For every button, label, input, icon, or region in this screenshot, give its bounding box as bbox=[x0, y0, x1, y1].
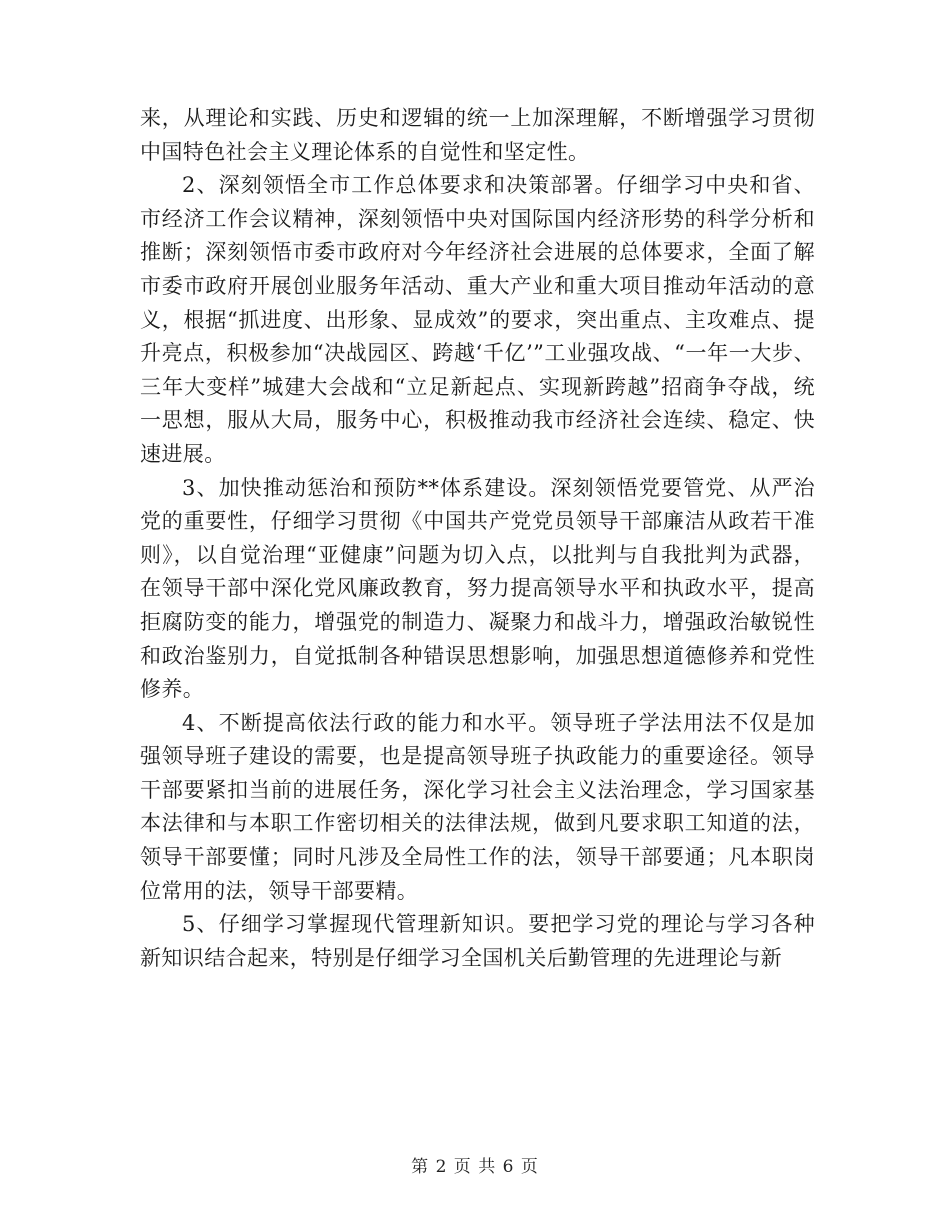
paragraph-item-5: 5、仔细学习掌握现代管理新知识。要把学习党的理论与学习各种新知识结合起来，特别是仔细学习全国机关后勤管理的先进理论与新 bbox=[140, 912, 815, 970]
paragraph-continuation: 来，从理论和实践、历史和逻辑的统一上加深理解，不断增强学习贯彻中国特色社会主义理论体系的自觉性和坚定性。 bbox=[140, 106, 815, 164]
paragraph-item-4: 4、不断提高依法行政的能力和水平。领导班子学法用法不仅是加强领导班子建设的需要，也是提高领导班子执政能力的重要途径。领导干部要紧扣当前的进展任务，深化学习社会主义法治理念，学习国家基本法律和与本职工作密切相关的法律法规，做到凡要求职工知道的法，领导干部要懂；同时凡涉及全局性工作的法，领导干部要通；凡本职岗位常用的法，领导干部要精。 bbox=[140, 710, 815, 903]
page-number-footer: 第 2 页 共 6 页 bbox=[411, 1157, 539, 1177]
paragraph-item-2: 2、深刻领悟全市工作总体要求和决策部署。仔细学习中央和省、市经济工作会议精神，深刻领悟中央对国际国内经济形势的科学分析和推断；深刻领悟市委市政府对今年经济社会进展的总体要求，全面了解市委市政府开展创业服务年活动、重大产业和重大项目推动年活动的意义，根据“抓进度、出形象、显成效”的要求，突出重点、主攻难点、提升亮点，积极参加“决战园区、跨越‘千亿’”工业强攻战、“一年一大步、三年大变样”城建大会战和“立足新起点、实现新跨越”招商争夺战，统一思想，服从大局，服务中心，积极推动我市经济社会连续、稳定、快速进展。 bbox=[140, 173, 815, 466]
paragraph-item-3: 3、加快推动惩治和预防**体系建设。深刻领悟党要管党、从严治党的重要性，仔细学习贯彻《中国共产党党员领导干部廉洁从政若干准则》，以自觉治理“亚健康”问题为切入点，以批判与自我批判为武器，在领导干部中深化党风廉政教育，努力提高领导水平和执政水平，提高拒腐防变的能力，增强党的制造力、凝聚力和战斗力，增强政治敏锐性和政治鉴别力，自觉抵制各种错误思想影响，加强思想道德修养和党性修养。 bbox=[140, 475, 815, 702]
document-body bbox=[140, 102, 815, 975]
